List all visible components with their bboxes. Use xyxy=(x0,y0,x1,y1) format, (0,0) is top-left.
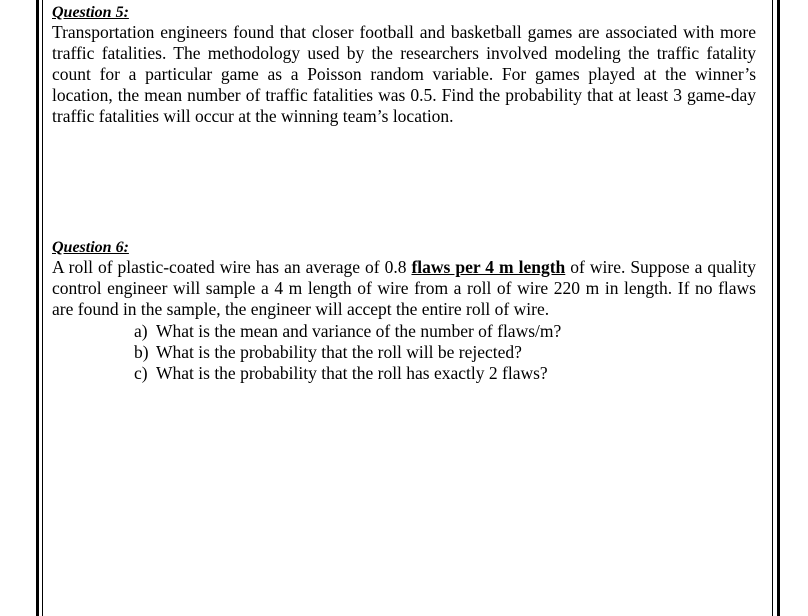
question-6-part-c xyxy=(134,363,561,384)
question-6-body xyxy=(52,257,756,320)
question-6-heading: Question 6: xyxy=(52,239,129,256)
part-text: What is the probability that the roll has exactly 2 flaws? xyxy=(156,363,548,383)
question-6-body-end: of wire. Suppose a quality control engineer will sample a 4 m length of wire from a roll of wire 220 m in length. If no flaws are found in the sample, the engineer will accept the entire roll of wire. xyxy=(52,257,757,319)
question-6-body-emphasis: flaws per 4 m length xyxy=(411,257,566,277)
question-5 xyxy=(52,4,756,127)
page-border-left-outer xyxy=(36,0,39,616)
page-border-left-inner xyxy=(42,0,43,616)
part-marker: c) xyxy=(134,363,148,383)
question-6-part-b xyxy=(134,342,561,363)
question-5-heading: Question 5: xyxy=(52,4,129,21)
question-6-body-start: A roll of plastic-coated wire has an average of 0.8 xyxy=(52,257,412,277)
question-6 xyxy=(52,239,757,383)
question-6-part-a xyxy=(134,321,561,342)
part-marker: a) xyxy=(134,321,148,341)
question-5-body: Transportation engineers found that closer football and basketball games are associated with more traffic fatalities. The methodology used by the researchers involved modeling the traffic fatality count for a particular game as a Poisson random variable. For games played at the winner’s location, the mean number of traffic fatalities was 0.5. Find the probability that at least 3 game-day traffic fatalities will occur at the winning team’s location. xyxy=(52,22,756,126)
part-marker: b) xyxy=(134,342,149,362)
page-border-right-inner xyxy=(772,0,773,616)
page-border-right-outer xyxy=(777,0,780,616)
part-text: What is the mean and variance of the number of flaws/m? xyxy=(156,321,562,341)
part-text: What is the probability that the roll will be rejected? xyxy=(156,342,522,362)
question-6-parts xyxy=(134,321,561,384)
